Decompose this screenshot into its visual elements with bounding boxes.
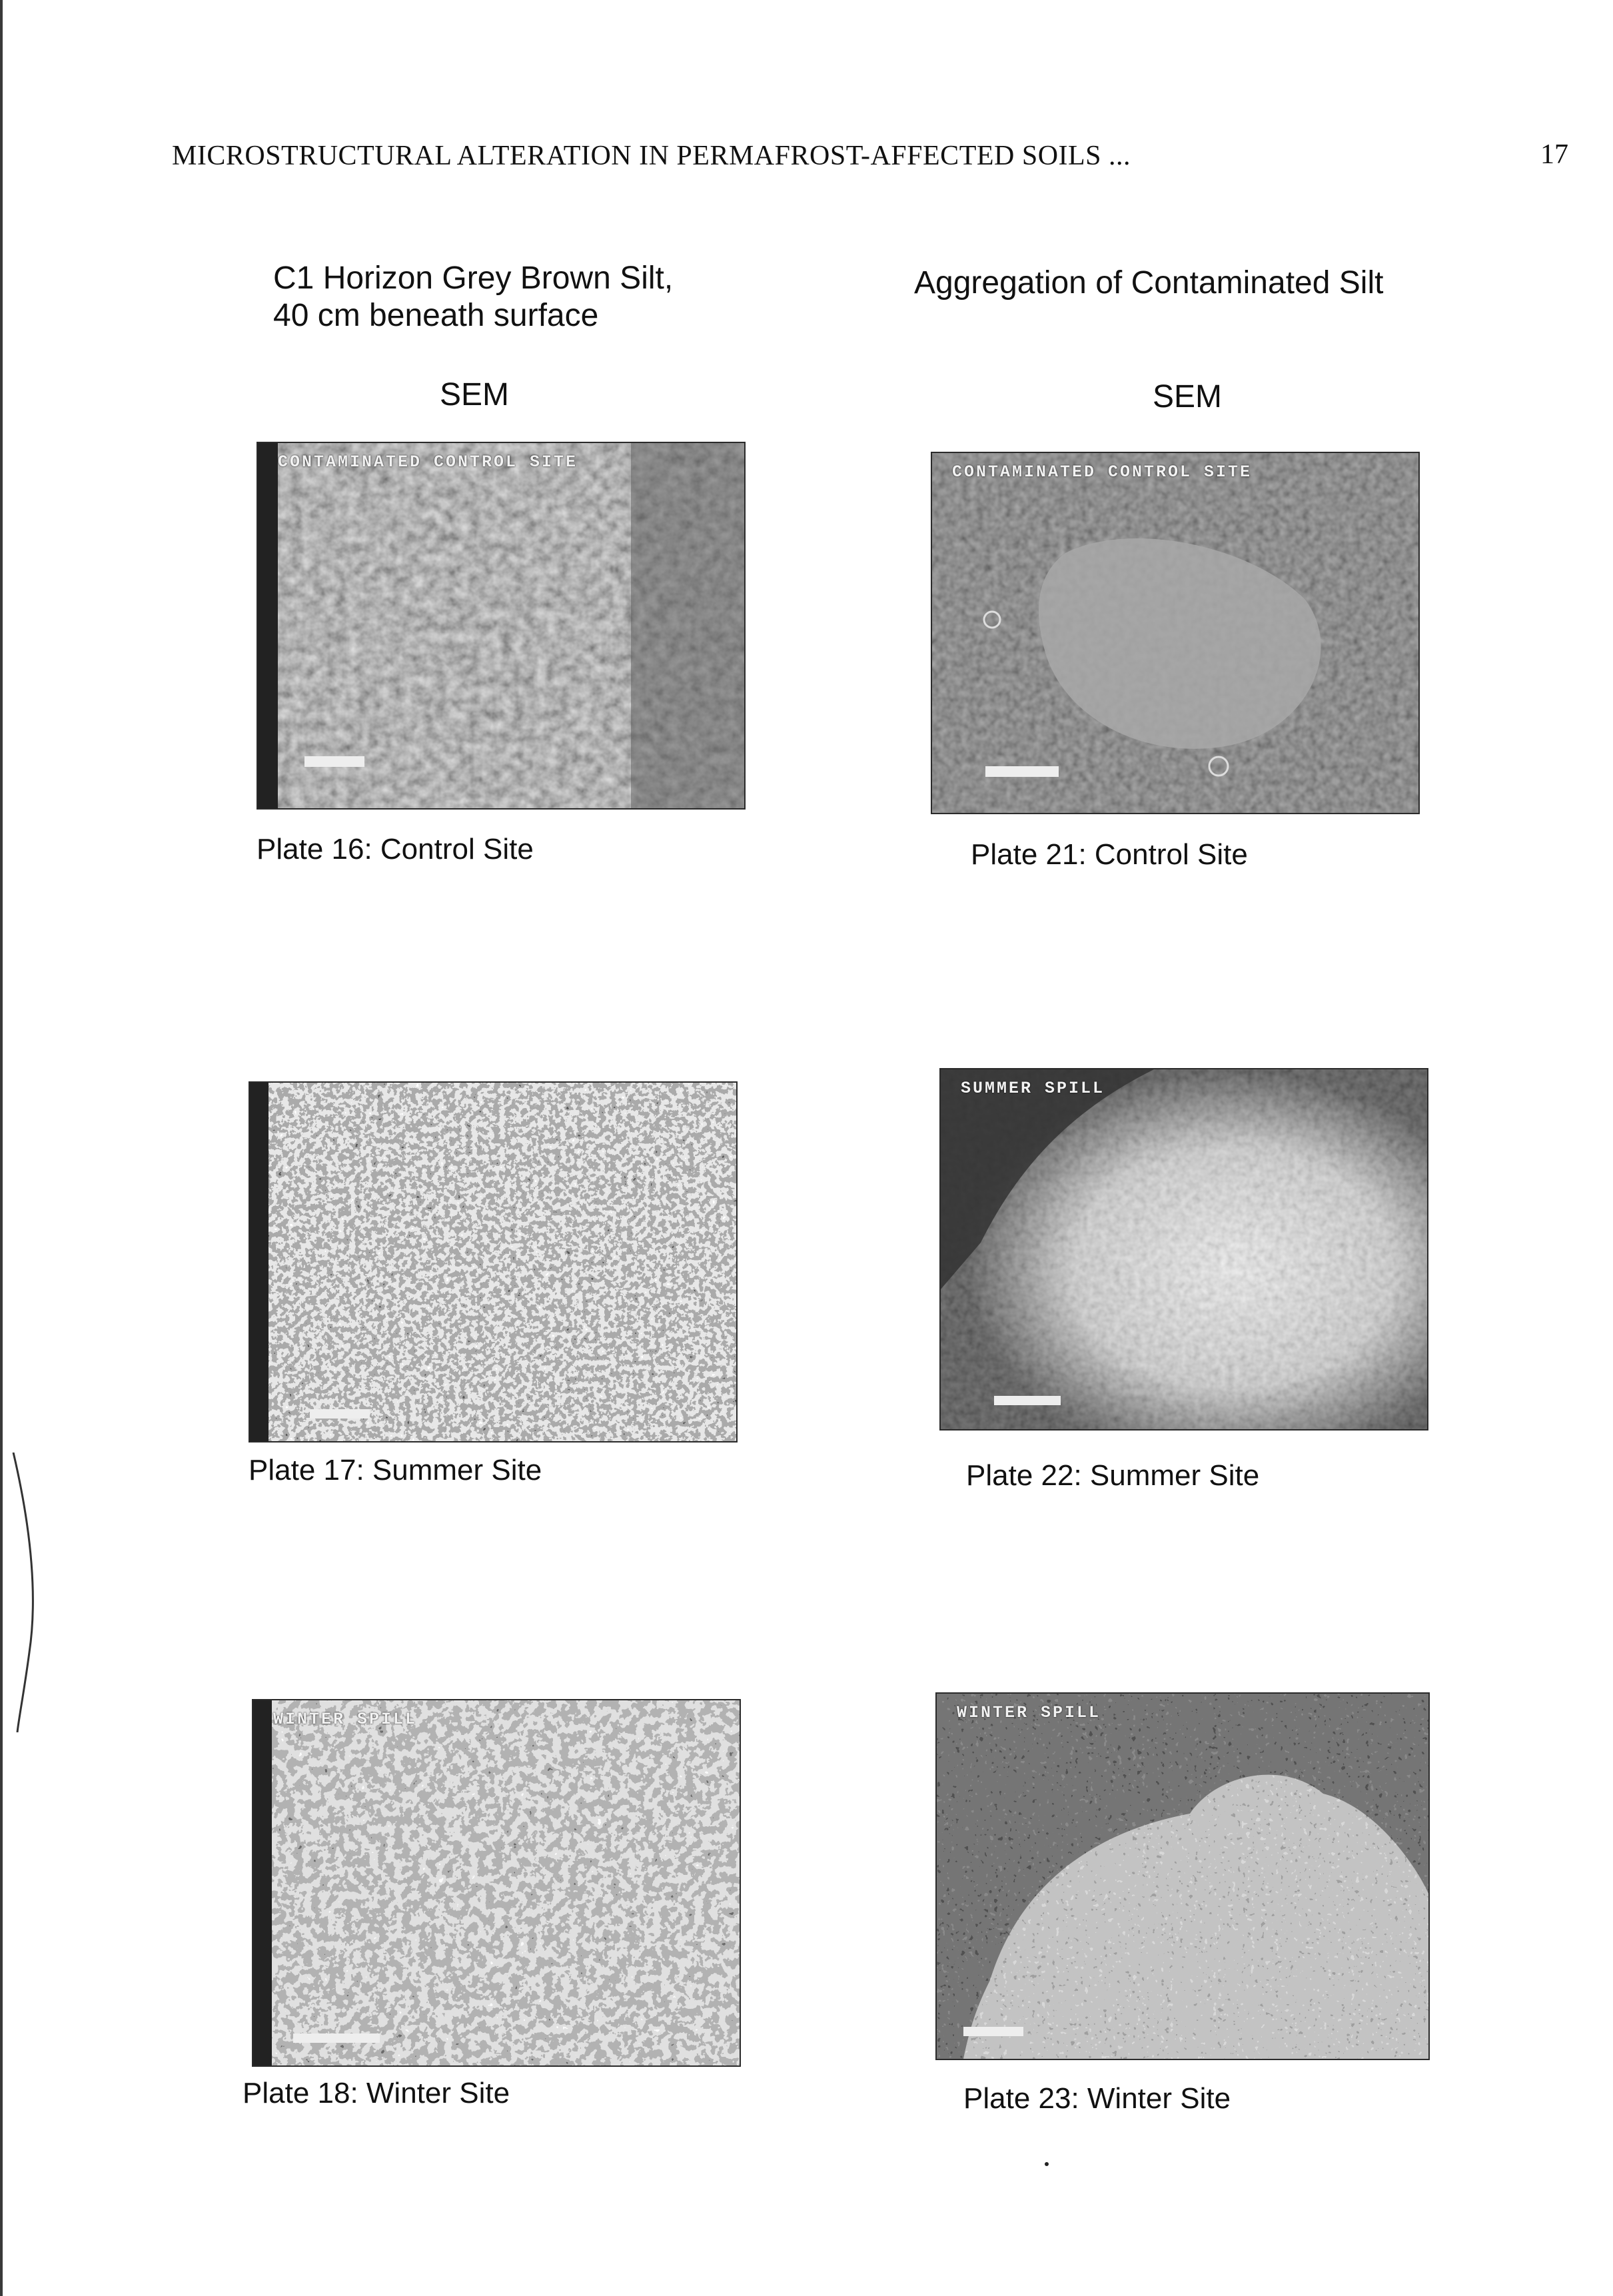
- page-number: 17: [1540, 139, 1568, 170]
- plate-18-caption: Plate 18: Winter Site: [243, 2077, 510, 2109]
- plate-17-micrograph: [249, 1081, 738, 1442]
- plate-18-overlay-text: WINTER SPILL: [273, 1710, 418, 1729]
- scan-artifact-curve: [12, 1452, 39, 1732]
- plate-16-micrograph: [257, 442, 746, 810]
- plate-16-caption: Plate 16: Control Site: [257, 833, 534, 865]
- left-title-line-1: C1 Horizon Grey Brown Silt,: [273, 261, 674, 296]
- plate-21-caption: Plate 21: Control Site: [971, 838, 1248, 871]
- plate-21-micrograph: [931, 452, 1420, 814]
- right-title-line-1: Aggregation of Contaminated Silt: [914, 265, 1384, 300]
- right-column-title: [914, 265, 1383, 302]
- running-header: MICROSTRUCTURAL ALTERATION IN PERMAFROST-AFFECTED SOILS ...: [172, 141, 1131, 171]
- plate-23-overlay-text: WINTER SPILL: [957, 1703, 1101, 1722]
- plate-23-micrograph: [935, 1692, 1430, 2060]
- scan-speck: [1045, 2162, 1049, 2166]
- scanned-page-edge: [0, 0, 3, 2296]
- plate-22-micrograph: [939, 1068, 1428, 1431]
- plate-18-micrograph: [252, 1699, 741, 2067]
- plate-21-overlay-text: CONTAMINATED CONTROL SITE: [952, 462, 1253, 482]
- plate-22-overlay-text: SUMMER SPILL: [961, 1079, 1105, 1098]
- right-method-label: SEM: [1153, 379, 1223, 414]
- plate-23-caption: Plate 23: Winter Site: [963, 2082, 1231, 2115]
- plate-16-overlay-text: CONTAMINATED CONTROL SITE: [278, 452, 578, 472]
- plate-22-caption: Plate 22: Summer Site: [966, 1459, 1260, 1492]
- left-title-line-2: 40 cm beneath surface: [273, 298, 599, 333]
- left-column-title: [273, 260, 673, 334]
- left-method-label: SEM: [440, 377, 510, 412]
- plate-17-caption: Plate 17: Summer Site: [249, 1454, 542, 1486]
